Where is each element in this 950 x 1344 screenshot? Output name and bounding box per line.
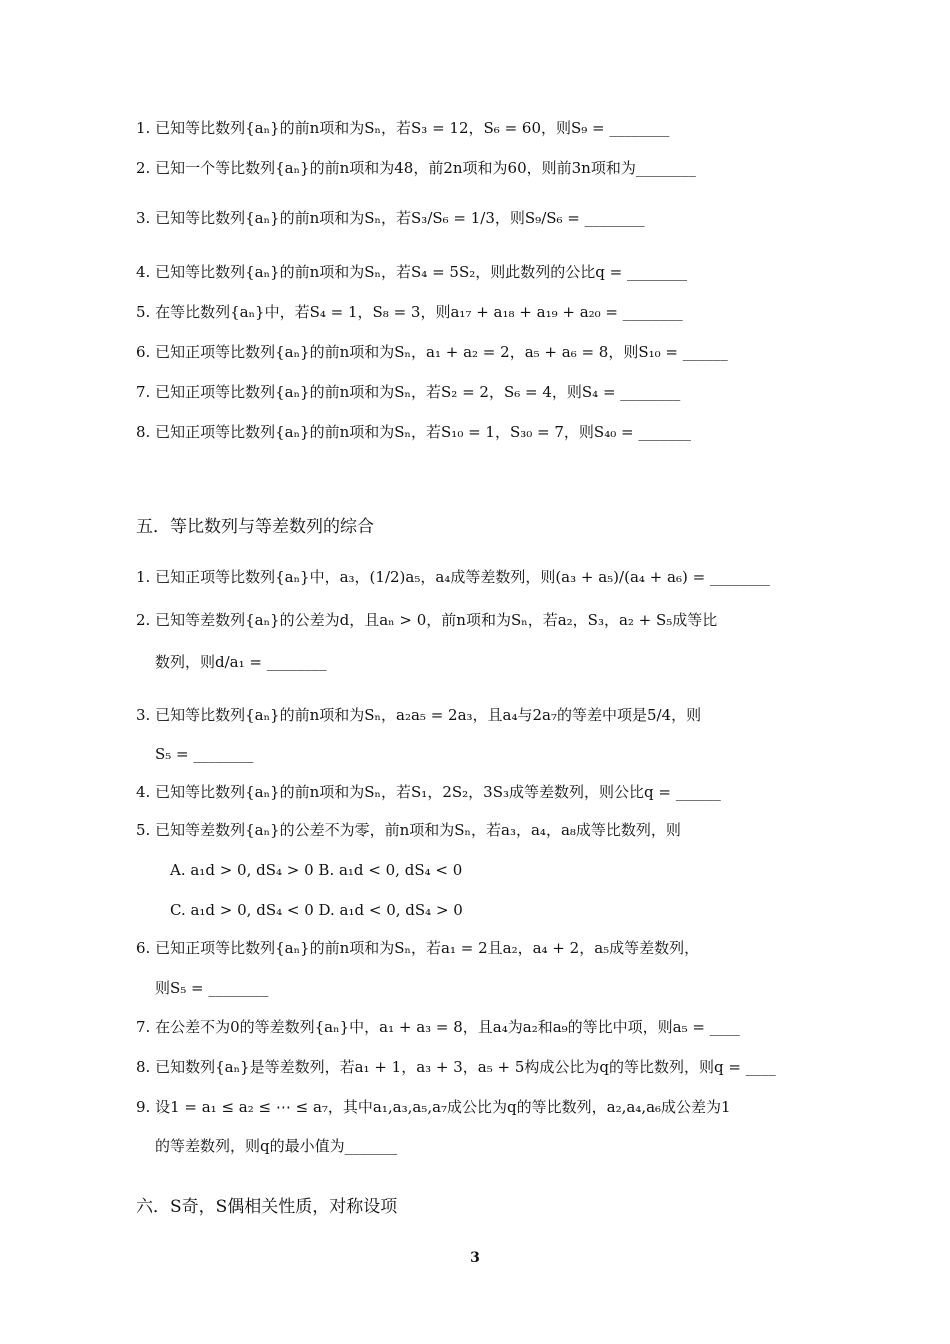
problem-1-4: 4. 已知等比数列{aₙ}的前n项和为Sₙ，若S₄ = 5S₂，则此数列的公比q = ________ xyxy=(136,263,687,281)
problem-5-3: 3. 已知等比数列{aₙ}的前n项和为Sₙ，a₂a₅ = 2a₃，且a₄与2a₇的等差中项是5/4，则 xyxy=(136,706,702,724)
problem-5-5-options-ab: A. a₁d > 0, dS₄ > 0 B. a₁d < 0, dS₄ < 0 xyxy=(170,861,463,879)
problem-5-1: 1. 已知正项等比数列{aₙ}中，a₃，(1/2)a₅，a₄成等差数列，则(a₃ + a₅)/(a₄ + a₆) = ________ xyxy=(136,568,770,586)
section-6-title: 六．S奇，S偶相关性质，对称设项 xyxy=(136,1197,398,1217)
problem-5-7: 7. 在公差不为0的等差数列{aₙ}中，a₁ + a₃ = 8，且a₄为a₂和a₉的等比中项，则a₅ = ____ xyxy=(136,1018,740,1036)
problem-1-7: 7. 已知正项等比数列{aₙ}的前n项和为Sₙ，若S₂ = 2，S₆ = 4，则S₄ = ________ xyxy=(136,383,681,401)
problem-5-8: 8. 已知数列{aₙ}是等差数列，若a₁ + 1，a₃ + 3，a₅ + 5构成公比为q的等比数列，则q = ____ xyxy=(136,1058,776,1076)
problem-5-2-cont: 数列，则d/a₁ = ________ xyxy=(155,653,327,671)
problem-1-3: 3. 已知等比数列{aₙ}的前n项和为Sₙ，若S₃/S₆ = 1/3，则S₉/S₆ = ________ xyxy=(136,209,645,227)
problem-1-5: 5. 在等比数列{aₙ}中，若S₄ = 1，S₈ = 3，则a₁₇ + a₁₈ + a₁₉ + a₂₀ = ________ xyxy=(136,303,683,321)
problem-5-3-cont: S₅ = ________ xyxy=(155,745,254,763)
problem-1-6: 6. 已知正项等比数列{aₙ}的前n项和为Sₙ，a₁ + a₂ = 2，a₅ + a₆ = 8，则S₁₀ = ______ xyxy=(136,343,728,361)
problem-5-6-cont: 则S₅ = ________ xyxy=(155,979,269,997)
problem-5-9-cont: 的等差数列，则q的最小值为_______ xyxy=(155,1137,398,1155)
problem-5-6: 6. 已知正项等比数列{aₙ}的前n项和为Sₙ，若a₁ = 2且a₂，a₄ + 2，a₅成等差数列， xyxy=(136,939,700,957)
problem-1-1: 1. 已知等比数列{aₙ}的前n项和为Sₙ，若S₃ = 12，S₆ = 60，则S₉ = ________ xyxy=(136,119,670,137)
problem-1-2: 2. 已知一个等比数列{aₙ}的前n项和为48，前2n项和为60，则前3n项和为________ xyxy=(136,159,696,177)
problem-5-5: 5. 已知等差数列{aₙ}的公差不为零，前n项和为Sₙ，若a₃，a₄，a₈成等比数列，则 xyxy=(136,821,681,839)
page-number: 3 xyxy=(470,1250,480,1266)
problem-5-4: 4. 已知等比数列{aₙ}的前n项和为Sₙ，若S₁，2S₂，3S₃成等差数列，则公比q = ______ xyxy=(136,783,721,801)
problem-5-9: 9. 设1 = a₁ ≤ a₂ ≤ ⋯ ≤ a₇，其中a₁,a₃,a₅,a₇成公比为q的等比数列，a₂,a₄,a₆成公差为1 xyxy=(136,1098,731,1116)
problem-5-5-options-cd: C. a₁d > 0, dS₄ < 0 D. a₁d < 0, dS₄ > 0 xyxy=(170,901,463,919)
problem-1-8: 8. 已知正项等比数列{aₙ}的前n项和为Sₙ，若S₁₀ = 1，S₃₀ = 7，则S₄₀ = _______ xyxy=(136,423,691,441)
problem-5-2: 2. 已知等差数列{aₙ}的公差为d，且aₙ > 0，前n项和为Sₙ，若a₂，S₃，a₂ + S₅成等比 xyxy=(136,611,718,629)
section-5-title: 五．等比数列与等差数列的综合 xyxy=(136,517,374,537)
